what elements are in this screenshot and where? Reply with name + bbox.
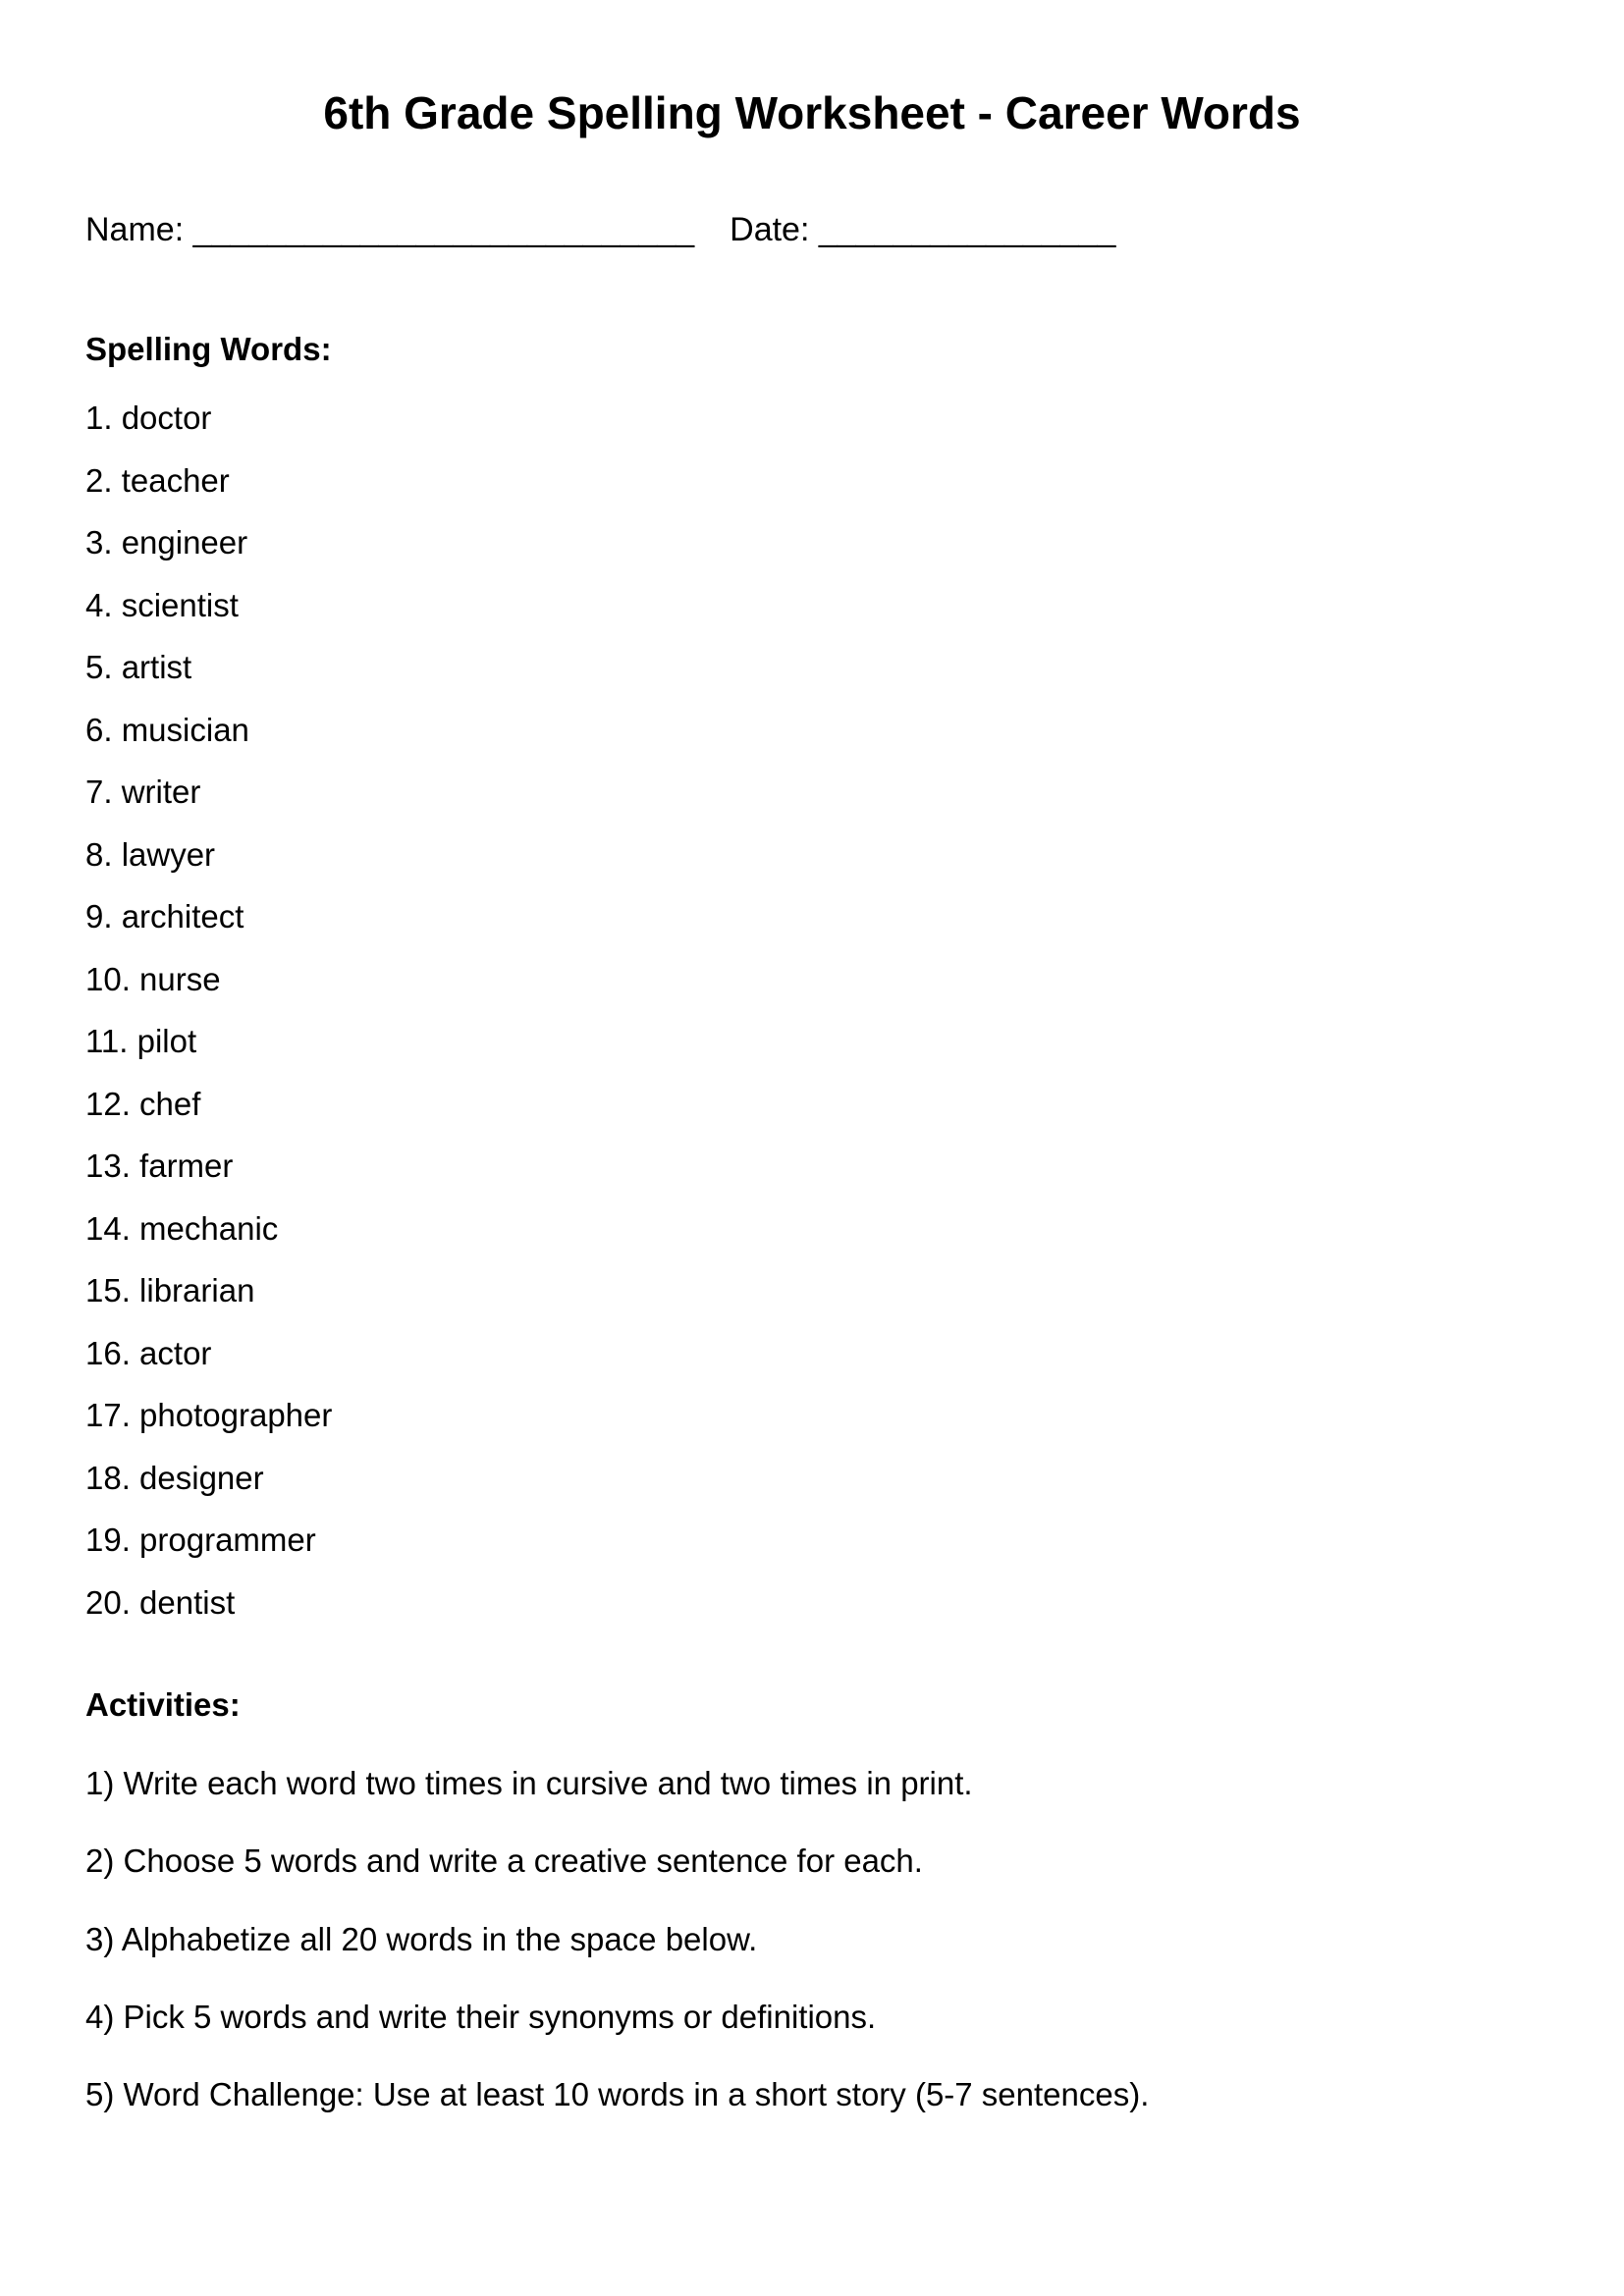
- activity-item: 2) Choose 5 words and write a creative sentence for each.: [85, 1842, 923, 1880]
- spelling-word: 2. teacher: [85, 461, 230, 499]
- name-field: Name: ___________________________: [85, 211, 695, 248]
- spelling-word: 16. actor: [85, 1334, 212, 1371]
- spelling-word: 17. photographer: [85, 1397, 333, 1433]
- spelling-word-list: [85, 397, 332, 1643]
- spelling-word: 1. doctor: [85, 400, 212, 436]
- spelling-word: 3. engineer: [85, 524, 248, 561]
- spelling-word: 18. designer: [85, 1459, 264, 1496]
- spelling-word: 12. chef: [85, 1085, 201, 1122]
- activities-list: [85, 1762, 1149, 2151]
- spelling-word: 11. pilot: [85, 1023, 197, 1059]
- spelling-word: 5. artist: [85, 649, 192, 685]
- spelling-word: 15. librarian: [85, 1272, 255, 1308]
- date-field: Date: ________________: [730, 211, 1116, 248]
- activity-item: 3) Alphabetize all 20 words in the space below.: [85, 1920, 758, 1957]
- spelling-word: 4. scientist: [85, 586, 239, 623]
- student-info-line: [85, 208, 1115, 251]
- spelling-word: 14. mechanic: [85, 1209, 279, 1247]
- spelling-word: 9. architect: [85, 898, 244, 934]
- spelling-word: 8. lawyer: [85, 835, 216, 873]
- activity-item: 4) Pick 5 words and write their synonyms or definitions.: [85, 1998, 877, 2035]
- spelling-word: 19. programmer: [85, 1522, 316, 1558]
- spelling-word: 7. writer: [85, 774, 201, 810]
- activities-heading: Activities:: [85, 1686, 241, 1723]
- page-title: 6th Grade Spelling Worksheet - Career Words: [323, 87, 1301, 138]
- spelling-word: 10. nurse: [85, 960, 221, 997]
- activity-item: 5) Word Challenge: Use at least 10 words in a short story (5-7 sentences).: [85, 2076, 1150, 2113]
- spelling-word: 6. musician: [85, 711, 249, 748]
- spelling-words-heading: Spelling Words:: [85, 331, 332, 367]
- spelling-word: 20. dentist: [85, 1583, 236, 1621]
- activity-item: 1) Write each word two times in cursive and two times in print.: [85, 1765, 973, 1801]
- spelling-word: 13. farmer: [85, 1148, 234, 1184]
